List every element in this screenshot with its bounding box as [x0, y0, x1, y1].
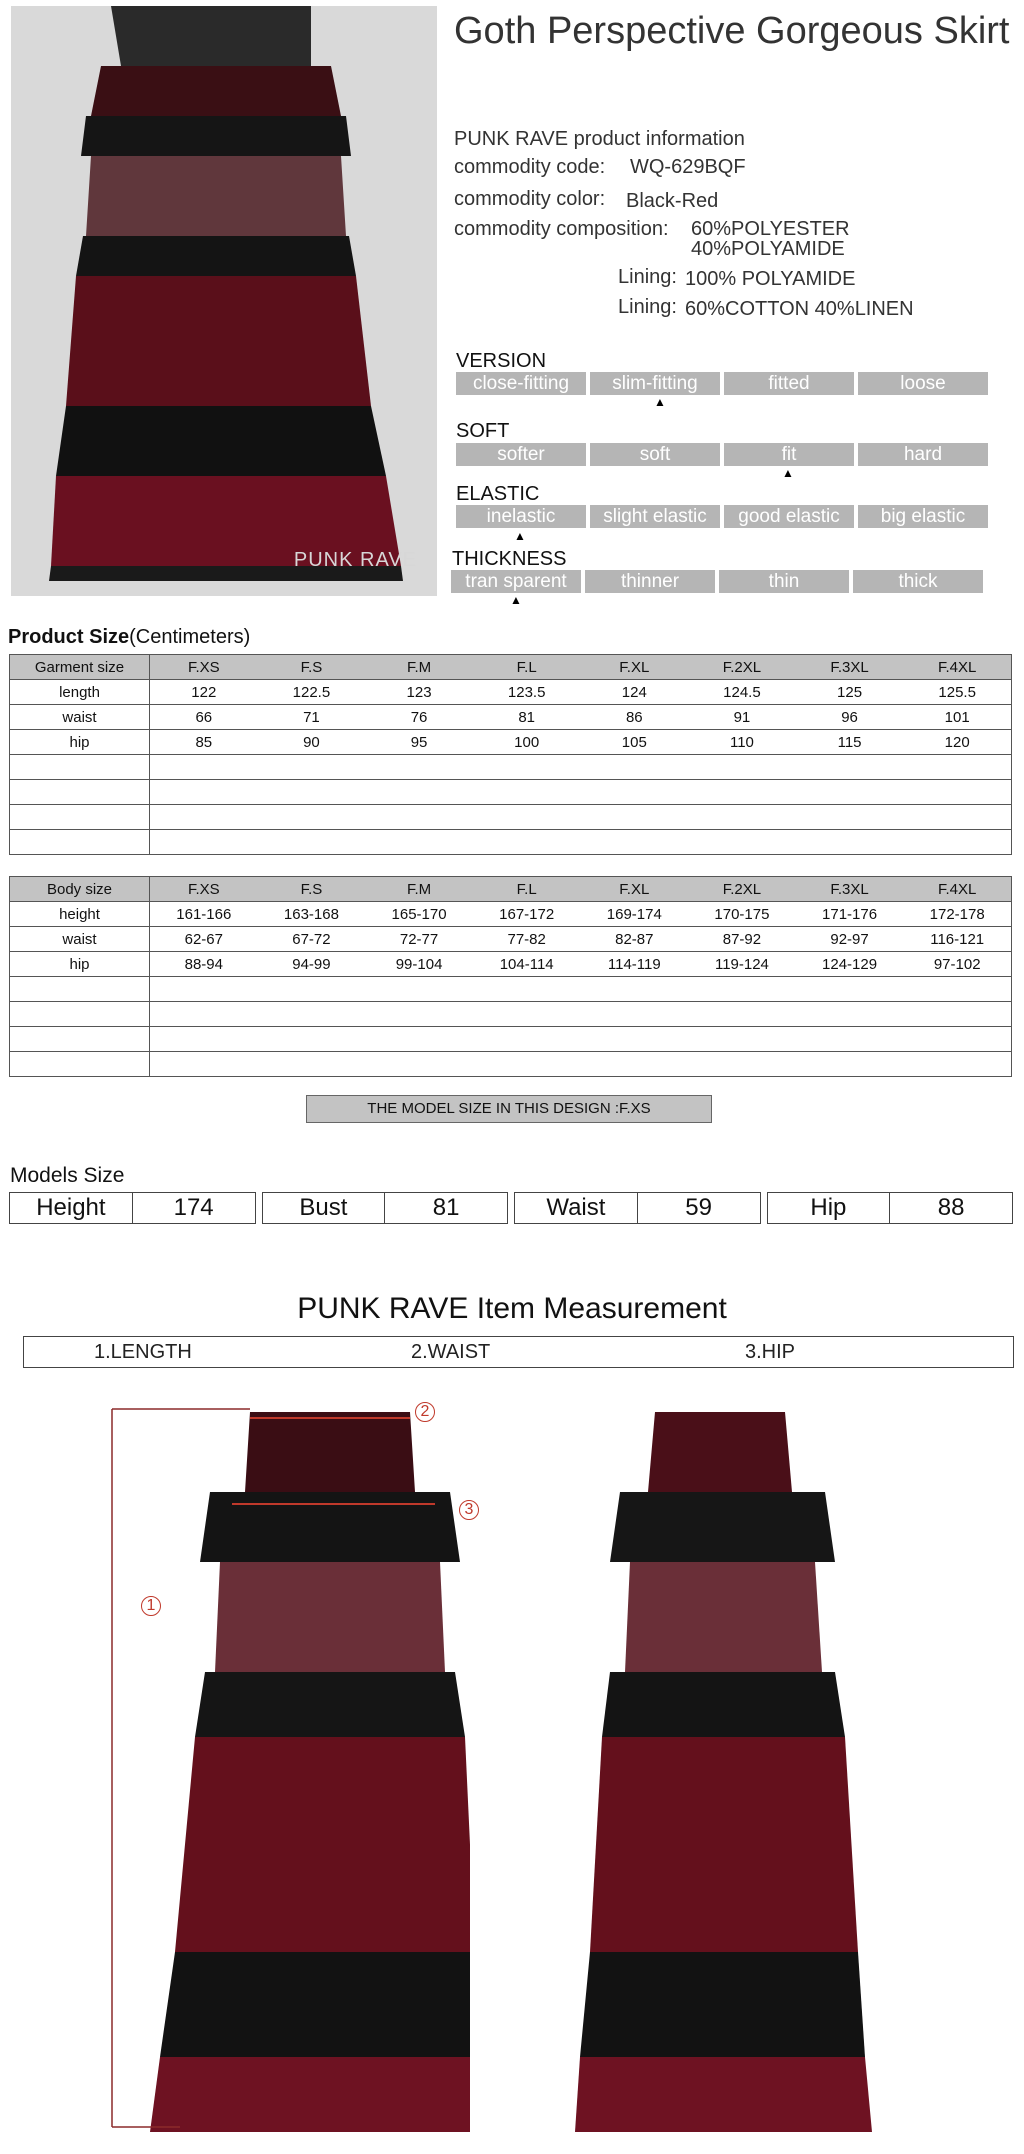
models-size-title: Models Size: [10, 1164, 125, 1187]
empty-row: [10, 755, 1012, 780]
product-size-title: Product Size(Centimeters): [8, 626, 251, 648]
skirt-front-image: [110, 1392, 470, 2144]
info-label: Lining:: [618, 266, 677, 288]
empty-row: [10, 1052, 1012, 1077]
elastic-selected-marker: ▲: [514, 529, 526, 543]
scale-soft: [456, 443, 988, 466]
marker-length: 1: [141, 1596, 161, 1616]
table-header-label: Body size: [10, 877, 150, 902]
models-size-item: [767, 1192, 1014, 1224]
row-label: waist: [10, 927, 150, 952]
thickness-selected-marker: ▲: [510, 593, 522, 607]
scale-option: thin: [719, 570, 849, 593]
garment-size-table: [9, 654, 1012, 855]
models-size-row: [9, 1192, 1013, 1224]
info-composition-row: [454, 218, 850, 260]
info-label: commodity color:: [454, 188, 606, 210]
models-size-label: Height: [36, 1194, 106, 1221]
body-size-table: [9, 876, 1012, 1077]
skirt-model-image: [11, 6, 437, 596]
scale-thickness: [451, 570, 983, 593]
table-header-label: Garment size: [10, 655, 150, 680]
empty-row: [10, 1027, 1012, 1052]
table-row: waist 66 71 76 81 86 91 96 101: [10, 705, 1012, 730]
empty-row: [10, 780, 1012, 805]
row-label: height: [10, 902, 150, 927]
empty-row: [10, 805, 1012, 830]
measurement-title: PUNK RAVE Item Measurement: [297, 1292, 727, 1325]
table-header-row: [10, 877, 1012, 902]
skirt-back-illustration: [560, 1392, 910, 2144]
marker-waist: 2: [415, 1402, 435, 1422]
info-label: Lining:: [618, 296, 677, 318]
size-header-cells: F.XS F.S F.M F.L F.XL F.2XL F.3XL F.4XL: [150, 877, 1012, 902]
scale-option: good elastic: [724, 505, 854, 528]
scale-option: soft: [590, 443, 720, 466]
models-size-item: [262, 1192, 509, 1224]
size-header-cells: F.XS F.S F.M F.L F.XL F.2XL F.3XL F.4XL: [150, 655, 1012, 680]
scale-option: fit: [724, 443, 854, 466]
table-row: height 161-166 163-168 165-170 167-172 169-174 170-175 171-176 172-178: [10, 902, 1012, 927]
info-value: 100% POLYAMIDE: [685, 268, 856, 290]
marker-hip: 3: [459, 1500, 479, 1520]
scale-option: slim-fitting: [590, 372, 720, 395]
row-label: waist: [10, 705, 150, 730]
row-label: hip: [10, 952, 150, 977]
scale-option: big elastic: [858, 505, 988, 528]
table-row: waist 62-67 67-72 72-77 77-82 82-87 87-92 92-97 116-121: [10, 927, 1012, 952]
version-selected-marker: ▲: [654, 395, 666, 409]
scale-option: slight elastic: [590, 505, 720, 528]
models-size-value: 59: [637, 1193, 760, 1223]
skirt-front-illustration: [110, 1392, 470, 2144]
measurement-legend: [23, 1336, 1014, 1368]
models-size-value: 88: [889, 1193, 1012, 1223]
info-brand: PUNK RAVE product information: [454, 128, 745, 150]
scale-elastic-label: ELASTIC: [456, 483, 540, 505]
empty-row: [10, 977, 1012, 1002]
row-label: hip: [10, 730, 150, 755]
empty-row: [10, 830, 1012, 855]
info-value: 60%COTTON 40%LINEN: [685, 298, 914, 320]
scale-option: loose: [858, 372, 988, 395]
model-size-note: THE MODEL SIZE IN THIS DESIGN :F.XS: [306, 1095, 712, 1123]
scale-option: softer: [456, 443, 586, 466]
scale-option: inelastic: [456, 505, 586, 528]
models-size-value: 81: [384, 1193, 507, 1223]
scale-version: [456, 372, 988, 395]
soft-selected-marker: ▲: [782, 466, 794, 480]
measurement-item: 1.LENGTH: [94, 1341, 192, 1363]
scale-soft-label: SOFT: [456, 420, 510, 442]
unit-label: (Centimeters): [129, 626, 251, 648]
info-value: 60%POLYESTER: [691, 218, 850, 240]
table-row: hip 88-94 94-99 99-104 104-114 114-119 119-124 124-129 97-102: [10, 952, 1012, 977]
table-row: length 122 122.5 123 123.5 124 124.5 125 125.5: [10, 680, 1012, 705]
scale-elastic: [456, 505, 988, 528]
empty-row: [10, 1002, 1012, 1027]
models-size-label: Bust: [299, 1194, 348, 1221]
scale-option: tran sparent: [451, 570, 581, 593]
scale-option: thick: [853, 570, 983, 593]
info-color-row: [454, 188, 719, 212]
models-size-item: [514, 1192, 761, 1224]
table-header-row: [10, 655, 1012, 680]
table-row: hip 85 90 95 100 105 110 115 120: [10, 730, 1012, 755]
product-title: Goth Perspective Gorgeous Skirt: [454, 10, 1010, 52]
info-value: Black-Red: [626, 190, 719, 212]
measurement-item: 3.HIP: [745, 1341, 796, 1363]
scale-version-label: VERSION: [456, 350, 547, 372]
models-size-label: Waist: [546, 1194, 606, 1221]
info-label: commodity composition:: [454, 218, 669, 240]
watermark: PUNK RAVE: [293, 549, 417, 571]
scale-option: hard: [858, 443, 988, 466]
scale-thickness-label: THICKNESS: [452, 548, 567, 570]
skirt-back-image: [560, 1392, 910, 2144]
scale-option: close-fitting: [456, 372, 586, 395]
info-code-row: [454, 156, 746, 179]
scale-option: thinner: [585, 570, 715, 593]
row-label: length: [10, 680, 150, 705]
models-size-value: 174: [132, 1193, 255, 1223]
product-photo: [11, 6, 437, 596]
info-value-2: 40%POLYAMIDE: [691, 238, 845, 260]
models-size-item: [9, 1192, 256, 1224]
models-size-label: Hip: [810, 1194, 847, 1221]
info-value: WQ-629BQF: [630, 156, 746, 178]
info-label: commodity code:: [454, 156, 606, 178]
scale-option: fitted: [724, 372, 854, 395]
measurement-item: 2.WAIST: [411, 1341, 491, 1363]
